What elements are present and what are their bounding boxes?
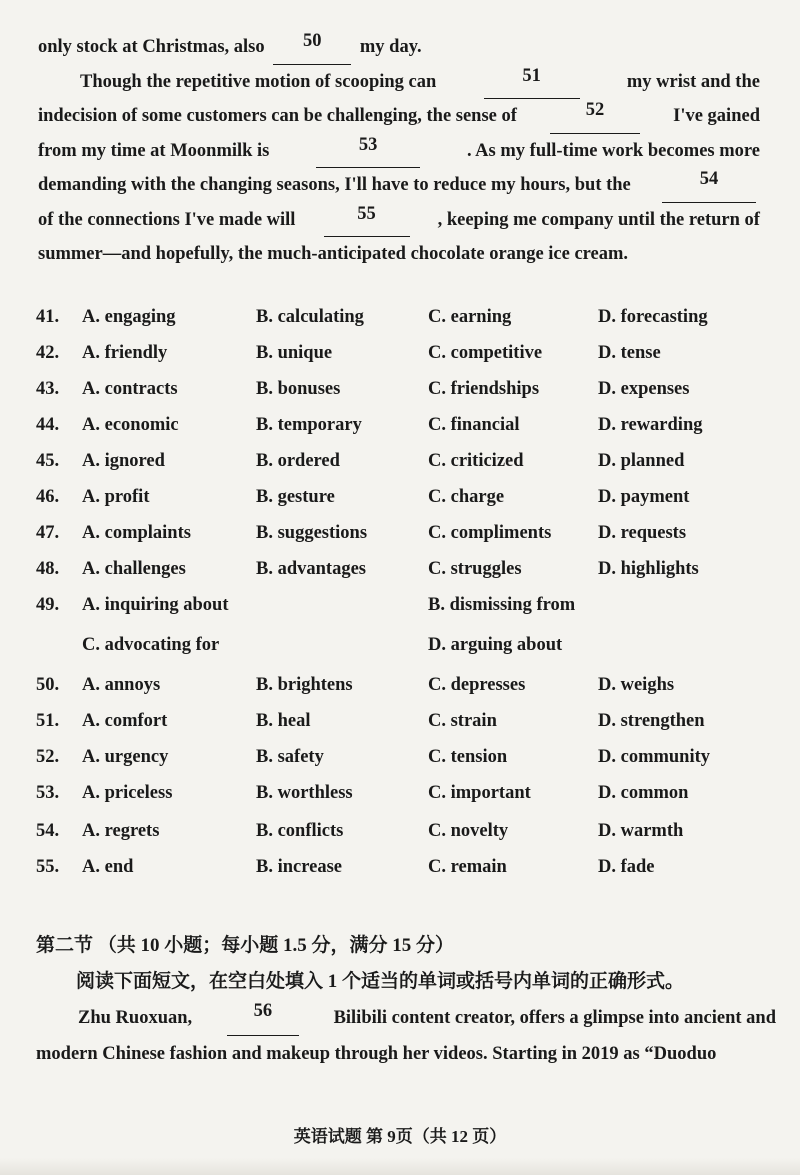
passage-text: only stock at Christmas, also	[38, 37, 270, 57]
option-c[interactable]: C. important	[428, 783, 531, 803]
section-two-heading: 第二节 （共 10 小题；每小题 1.5 分，满分 15 分）	[36, 935, 455, 956]
option-c[interactable]: C. compliments	[428, 523, 552, 543]
question-number: 54.	[36, 821, 60, 841]
passage-text: summer—and hopefully, the much-anticipated chocolate orange ice cream.	[38, 244, 629, 264]
option-b[interactable]: B. worthless	[256, 783, 353, 803]
option-a[interactable]: A. urgency	[82, 747, 169, 767]
passage-line	[38, 30, 760, 65]
passage-two-line	[36, 1036, 776, 1072]
option-a[interactable]: A. contracts	[82, 379, 178, 399]
question-number: 48.	[36, 559, 60, 579]
option-a[interactable]: A. challenges	[82, 559, 186, 579]
option-c[interactable]: C. depresses	[428, 675, 526, 695]
option-b[interactable]: B. safety	[256, 747, 324, 767]
option-b[interactable]: B. temporary	[256, 415, 362, 435]
question-row	[36, 783, 776, 813]
question-row	[36, 595, 776, 625]
passage-text: my day.	[355, 37, 422, 57]
option-c[interactable]: C. novelty	[428, 821, 509, 841]
question-row	[36, 821, 776, 851]
question-row	[36, 451, 776, 481]
option-b[interactable]: B. suggestions	[256, 523, 368, 543]
page-bottom-edge	[0, 1158, 800, 1175]
option-a[interactable]: A. end	[82, 857, 134, 877]
option-c[interactable]: C. criticized	[428, 451, 524, 471]
option-b[interactable]: B. brightens	[256, 675, 353, 695]
blank-56[interactable]: 56	[227, 1000, 299, 1036]
passage-line	[38, 203, 760, 238]
option-a[interactable]: A. engaging	[82, 307, 176, 327]
option-c[interactable]: B. dismissing from	[428, 595, 576, 615]
option-c[interactable]: C. charge	[428, 487, 505, 507]
question-number: 52.	[36, 747, 60, 767]
question-row	[36, 379, 776, 409]
blank-53[interactable]: 53	[316, 134, 420, 169]
passage-text: demanding with the changing seasons, I'll have to reduce my hours, but the	[38, 175, 631, 195]
option-d[interactable]: D. expenses	[598, 379, 690, 399]
question-row	[36, 343, 776, 373]
option-a[interactable]: A. inquiring about	[82, 595, 229, 615]
passage-line	[38, 134, 760, 169]
passage-line	[38, 99, 760, 134]
option-d[interactable]: D. strengthen	[598, 711, 705, 731]
option-a[interactable]: A. complaints	[82, 523, 191, 543]
option-a[interactable]: A. comfort	[82, 711, 168, 731]
passage-text: from my time at Moonmilk is	[38, 140, 270, 161]
option-c[interactable]: C. friendships	[428, 379, 540, 399]
option-d[interactable]: D. warmth	[598, 821, 684, 841]
question-number: 47.	[36, 523, 60, 543]
option-d[interactable]: D. requests	[598, 523, 687, 543]
passage-text: I've gained	[673, 106, 760, 126]
passage-two-text: modern Chinese fashion and makeup through her videos. Starting in 2019 as “Duoduo	[36, 1044, 717, 1064]
question-number: 49.	[36, 595, 60, 615]
passage-text: . As my full-time work becomes more	[466, 140, 760, 161]
option-b[interactable]: B. heal	[256, 711, 311, 731]
option-d[interactable]: D. highlights	[598, 559, 699, 579]
page-footer: 英语试题 第 9页（共 12 页）	[293, 1127, 507, 1146]
question-row	[36, 307, 776, 337]
question-row	[36, 635, 776, 665]
option-c[interactable]: C. struggles	[428, 559, 522, 579]
question-number: 50.	[36, 675, 60, 695]
option-a[interactable]: A. profit	[82, 487, 150, 507]
option-b[interactable]: B. conflicts	[256, 821, 344, 841]
option-d[interactable]: D. payment	[598, 487, 690, 507]
option-c[interactable]: C. earning	[428, 307, 512, 327]
option-d[interactable]: D. planned	[598, 451, 685, 471]
question-row	[36, 711, 776, 741]
option-b[interactable]: B. advantages	[256, 559, 366, 579]
question-number: 41.	[36, 307, 60, 327]
passage-line	[38, 168, 760, 203]
blank-50[interactable]: 50	[273, 30, 351, 65]
question-row	[36, 675, 776, 705]
passage-two-text: Bilibili content creator, offers a glimpse into ancient and	[333, 1008, 776, 1028]
question-number: 53.	[36, 783, 60, 803]
option-b[interactable]: B. bonuses	[256, 379, 341, 399]
passage-text: of the connections I've made will	[38, 209, 296, 230]
option-d[interactable]: D. community	[598, 747, 711, 767]
question-number: 51.	[36, 711, 60, 731]
option-b[interactable]: B. ordered	[256, 451, 340, 471]
option-c[interactable]: C. competitive	[428, 343, 543, 363]
question-row	[36, 747, 776, 777]
option-a[interactable]: A. ignored	[82, 451, 165, 471]
option-a[interactable]: C. advocating for	[82, 635, 220, 655]
blank-52[interactable]: 52	[550, 99, 640, 134]
question-number: 43.	[36, 379, 60, 399]
question-number: 46.	[36, 487, 60, 507]
question-number: 55.	[36, 857, 60, 877]
option-b[interactable]: B. increase	[256, 857, 342, 877]
option-d[interactable]: D. common	[598, 783, 689, 803]
option-a[interactable]: A. regrets	[82, 821, 160, 841]
passage-two-line	[36, 1000, 776, 1036]
option-c[interactable]: C. tension	[428, 747, 508, 767]
question-row	[36, 415, 776, 445]
section-two	[36, 928, 776, 1072]
option-a[interactable]: A. friendly	[82, 343, 168, 363]
option-d[interactable]: D. forecasting	[598, 307, 708, 327]
passage-two-text: Zhu Ruoxuan,	[78, 1008, 193, 1028]
passage-line	[38, 237, 760, 272]
question-number: 45.	[36, 451, 60, 471]
question-number: 42.	[36, 343, 60, 363]
question-row	[36, 559, 776, 589]
option-a[interactable]: A. annoys	[82, 675, 161, 695]
question-row	[36, 487, 776, 517]
passage-text: Though the repetitive motion of scooping can	[80, 71, 437, 92]
option-b[interactable]: B. gesture	[256, 487, 335, 507]
passage-line	[38, 65, 760, 100]
option-b[interactable]: B. calculating	[256, 307, 364, 327]
blank-51[interactable]: 51	[484, 65, 580, 100]
option-c[interactable]: D. arguing about	[428, 635, 563, 655]
blank-55[interactable]: 55	[324, 203, 410, 238]
passage-text: my wrist and the	[626, 71, 760, 92]
passage-text: , keeping me company until the return of	[437, 209, 760, 230]
question-row	[36, 523, 776, 553]
cloze-passage	[38, 30, 760, 272]
question-row	[36, 857, 776, 887]
option-b[interactable]: B. unique	[256, 343, 333, 363]
option-c[interactable]: C. strain	[428, 711, 497, 731]
passage-text: indecision of some customers can be challenging, the sense of	[38, 106, 517, 126]
option-d[interactable]: D. fade	[598, 857, 655, 877]
option-a[interactable]: A. priceless	[82, 783, 173, 803]
blank-54[interactable]: 54	[662, 168, 756, 203]
question-number: 44.	[36, 415, 60, 435]
option-a[interactable]: A. economic	[82, 415, 179, 435]
option-d[interactable]: D. tense	[598, 343, 661, 363]
section-two-instruction: 阅读下面短文，在空白处填入 1 个适当的单词或括号内单词的正确形式。	[76, 971, 685, 992]
option-d[interactable]: D. rewarding	[598, 415, 703, 435]
option-d[interactable]: D. weighs	[598, 675, 675, 695]
option-c[interactable]: C. remain	[428, 857, 507, 877]
option-c[interactable]: C. financial	[428, 415, 520, 435]
